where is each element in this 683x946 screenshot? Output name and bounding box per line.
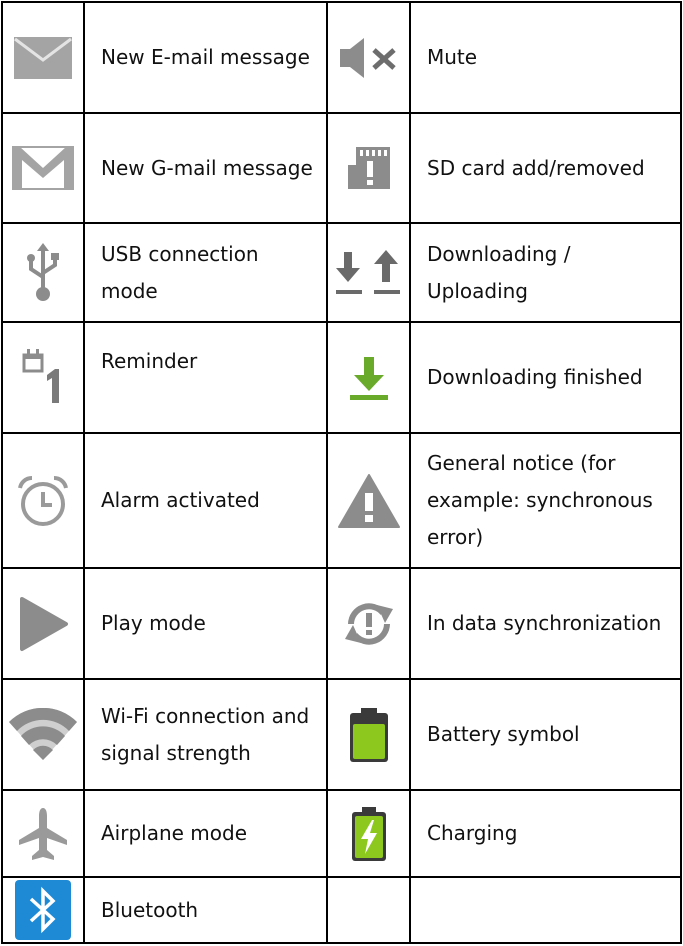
label-cell: New E-mail message: [84, 2, 327, 113]
label-cell: Downloading finished: [410, 322, 681, 433]
email-icon: [13, 36, 73, 80]
table-row: [2, 877, 681, 943]
icon-cell: [2, 877, 84, 943]
label-cell: [410, 877, 681, 943]
icon-cell: [327, 877, 410, 943]
label-cell: SD card add/removed: [410, 113, 681, 223]
play-icon: [16, 595, 70, 653]
label-cell: Reminder: [84, 322, 327, 433]
label-cell: Bluetooth: [84, 877, 327, 943]
table-row: [2, 790, 681, 877]
label-cell: In data synchronization: [410, 568, 681, 679]
status-icon-legend-table: [1, 1, 682, 944]
icon-cell: [2, 2, 84, 113]
label-cell: Downloading / Uploading: [410, 223, 681, 322]
gmail-icon: [12, 146, 74, 190]
sd-card-icon: [344, 143, 394, 193]
label-cell: Battery symbol: [410, 679, 681, 790]
charging-icon: [349, 805, 389, 863]
label-cell: New G-mail message: [84, 113, 327, 223]
icon-cell: [2, 568, 84, 679]
download-finished-icon: [346, 353, 392, 403]
label-cell: Alarm activated: [84, 433, 327, 568]
label-cell: Charging: [410, 790, 681, 877]
download-upload-icon: [334, 246, 404, 300]
label-cell: General notice (for example: synchronous error): [410, 433, 681, 568]
warning-icon: [337, 473, 401, 529]
reminder-icon: [21, 347, 65, 405]
airplane-icon: [17, 806, 69, 862]
table-row: [2, 2, 681, 113]
table-row: [2, 433, 681, 568]
icon-cell: [327, 568, 410, 679]
usb-icon: [23, 243, 63, 303]
label-cell: Play mode: [84, 568, 327, 679]
label-cell: USB connection mode: [84, 223, 327, 322]
icon-cell: [327, 790, 410, 877]
icon-cell: [327, 223, 410, 322]
icon-cell: [2, 790, 84, 877]
table-row: [2, 568, 681, 679]
sync-icon: [339, 599, 399, 649]
icon-cell: [2, 223, 84, 322]
wifi-icon: [7, 708, 79, 762]
alarm-icon: [16, 474, 70, 528]
icon-cell: [2, 433, 84, 568]
icon-cell: [2, 679, 84, 790]
label-cell: Mute: [410, 2, 681, 113]
table-row: [2, 113, 681, 223]
icon-cell: [327, 433, 410, 568]
table-row: [2, 322, 681, 433]
bluetooth-icon: [14, 879, 72, 941]
icon-cell: [327, 113, 410, 223]
icon-cell: [2, 322, 84, 433]
battery-icon: [347, 706, 391, 764]
icon-cell: [2, 113, 84, 223]
icon-cell: [327, 322, 410, 433]
label-cell: Airplane mode: [84, 790, 327, 877]
label-cell: Wi-Fi connection and signal strength: [84, 679, 327, 790]
icon-cell: [327, 2, 410, 113]
table-row: [2, 679, 681, 790]
table-row: [2, 223, 681, 322]
icon-cell: [327, 679, 410, 790]
mute-icon: [336, 34, 402, 82]
